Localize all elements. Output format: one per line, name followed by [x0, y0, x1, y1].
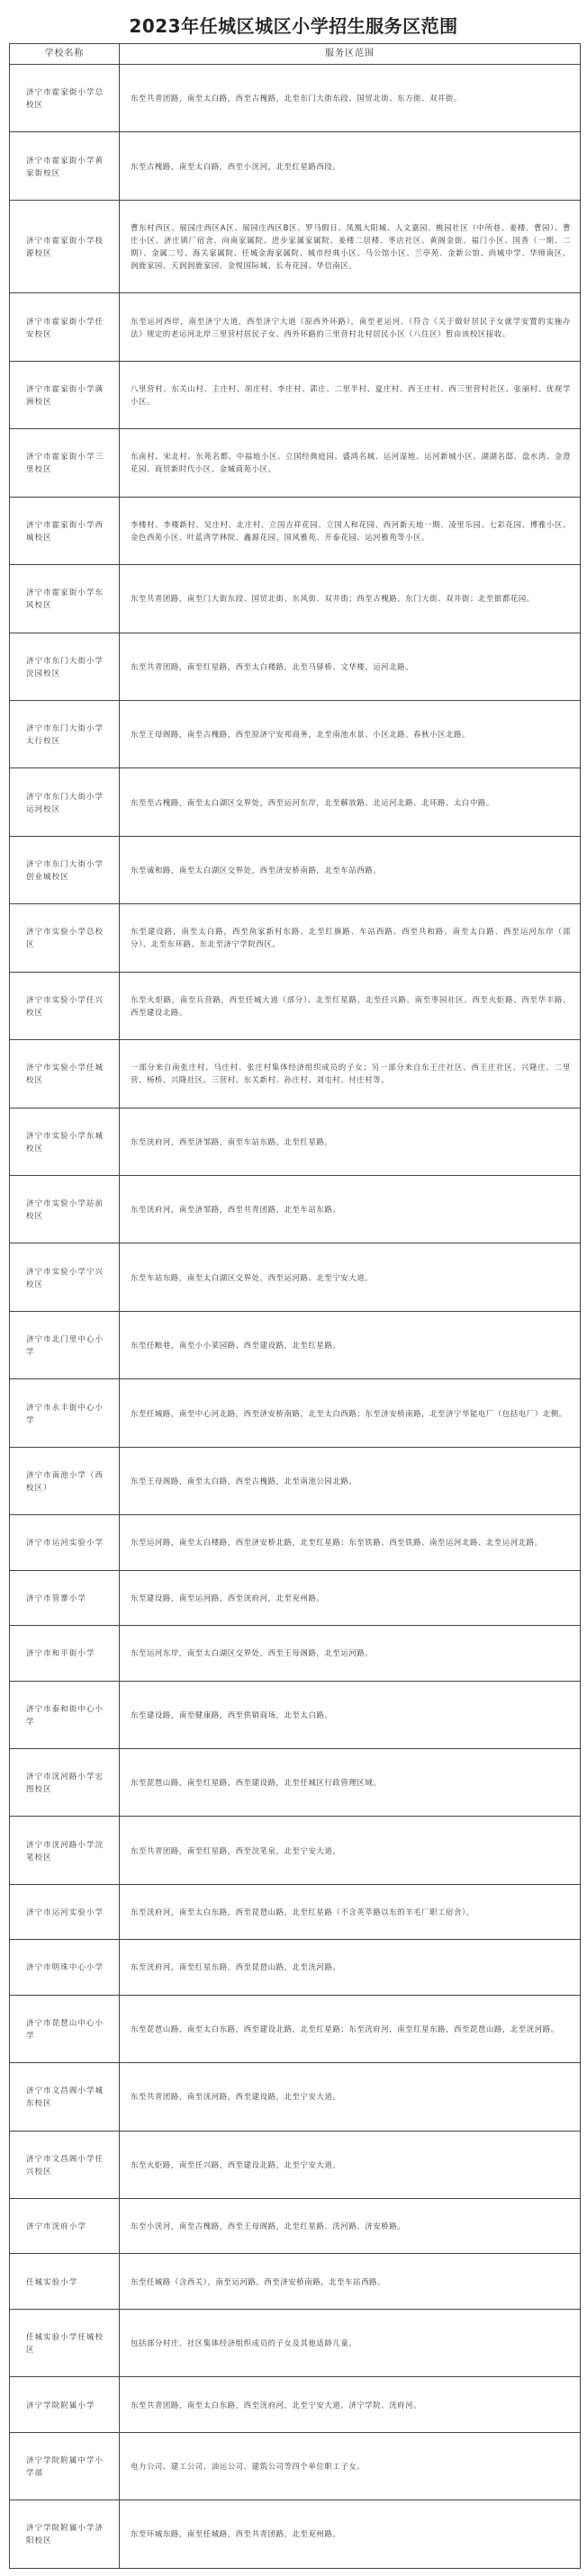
table-row [10, 2432, 581, 2500]
service-range-cell: 李楼村、李楼新村、吴庄村、北庄村、立国吉祥花园、立国人和花园、西河新天地一期、凌里乐园、七彩花园、博雅小区、金色西苑小区、叶蓝湾学林院、鑫源花园、国风雅苑、开泰花园、运河雅苑等小区。 [120, 497, 581, 564]
table-row [10, 293, 581, 361]
table-body [10, 65, 581, 2569]
school-name-cell: 济宁市洸河路小学宏图校区 [10, 1748, 120, 1816]
table-row [10, 2131, 581, 2198]
table-row [10, 65, 581, 132]
school-name-cell: 济宁市实验小学站前校区 [10, 1176, 120, 1243]
school-name-cell: 济宁市霍家街小学满洲校区 [10, 361, 120, 428]
school-name-cell: 济宁市管寨小学 [10, 1570, 120, 1625]
service-range-cell: 东至共青团路，南至红星路，西至太白楼路，北至马驿桥、文华楼、运河北路。 [120, 633, 581, 700]
school-name-cell: 济宁市琵琶山中心小学 [10, 1995, 120, 2062]
service-range-cell: 八里营村、东关山村、主庄村、胡庄村、李庄村、郭庄、二里半村、夏庄村、西王庄村、西三里营村社区、张丽村、优视学小区。 [120, 361, 581, 428]
table-row [10, 1884, 581, 1939]
school-name-cell: 济宁市霍家街小学东风校区 [10, 565, 120, 633]
school-name-cell: 济宁市霍家街小学任安校区 [10, 293, 120, 361]
school-name-cell: 济宁市泰和街中心小学 [10, 1681, 120, 1748]
school-name-cell: 济宁学院附属小学 [10, 2377, 120, 2432]
table-row [10, 1311, 581, 1378]
table-row [10, 972, 581, 1039]
school-name-cell: 济宁市东门大街小学创业城校区 [10, 836, 120, 903]
page-title: 2023年任城区城区小学招生服务区范围 [129, 15, 458, 37]
school-name-cell: 济宁市洸河路小学浣笔校区 [10, 1817, 120, 1884]
header-range: 服务区范围 [120, 44, 581, 65]
table-row [10, 1995, 581, 2062]
table-row [10, 1570, 581, 1625]
service-range-cell: 东至运河西岸，南至济宁大道，西至济宁大道（原西外环路），南至老运河、（符合《关于做好居民子女就学安置的实施办法》规定的老运河北岸三里营村居民子女、西外环路的三里营村北村居民小区（八住区）暂由该校区接收。 [120, 293, 581, 361]
service-range-cell: 东至至古槐路，南至太白湖区交界处，西至运河东岸，北至解放路、北运河北路、北环路、太白中路。 [120, 768, 581, 836]
service-range-cell: 东至洸府河，南至济邹路，西至共青团路，北至车站东路。 [120, 1176, 581, 1243]
service-range-cell: 东至运河路，南至太白楼路，西至济安桥北路，北至红星路；东至铁路、西至铁路、南至运河北路、北至运河北路。 [120, 1515, 581, 1570]
table-row [10, 2377, 581, 2432]
service-range-cell: 东至车站东路，南至太白湖区交界处，西至运河路、北至宁安大道。 [120, 1243, 581, 1311]
school-name-cell: 济宁市实验小学任城校区 [10, 1040, 120, 1108]
school-name-cell: 济宁市霍家街小学西城校区 [10, 497, 120, 564]
table-row [10, 1379, 581, 1447]
service-range-cell: 东至建设路，南至健康路，西至供销商场，北至太白路。 [120, 1681, 581, 1748]
school-name-cell: 济宁市霍家街小学三里校区 [10, 429, 120, 497]
table-row [10, 1940, 581, 1995]
table-row [10, 1447, 581, 1514]
service-range-cell: 东至火炬路，南至任兴路，西至建设北路，北至宁安大道。 [120, 2131, 581, 2198]
service-range-cell: 东至共青团路，南至洸河路，西至建设路，北至宁安大道。 [120, 2063, 581, 2131]
service-range-cell: 东至古槐路，南至太白路，西至小洸河，北至红星路西段。 [120, 132, 581, 200]
school-name-cell: 济宁学院附属中学小学部 [10, 2432, 120, 2500]
table-row [10, 1040, 581, 1108]
service-range-cell: 东至琵琶山路，南至红星路，西至建设路，北至任城区行政管理区域。 [120, 1748, 581, 1816]
service-range-cell: 东至任粮巷，南至小小菜园路、西至建设路，北至红星路。 [120, 1311, 581, 1378]
service-range-cell: 东南村、宋北村、东苑名都、中福地小区、立国经典庭园、盛鸿名城、运河湿地、运河新城小区、湖湖名邸、盘水湾、金澄花园、商贸新时代小区、金城商苑小区。 [120, 429, 581, 497]
table-row [10, 2309, 581, 2376]
service-range-cell: 东至建设路，南至太白路，西至鱼家新村东路、北至红旗路、车站西路、西至共和路、南至太白路、西至运河东岸（部分）、北至东环路、东北至济宁学院西区。 [120, 904, 581, 972]
service-range-cell: 东至共青团路，南至红星路，西至浣笔泉，北至宁安大道。 [120, 1817, 581, 1884]
table-row [10, 132, 581, 200]
service-range-cell: 东至王母阁路，南至古槐路，西至原济宁安邦商务，北至南池水景、小区北路、春秋小区北路。 [120, 700, 581, 767]
school-name-cell: 济宁市文昌阁小学任兴校区 [10, 2131, 120, 2198]
school-name-cell: 济宁市明珠中心小学 [10, 1940, 120, 1995]
school-name-cell: 济宁市实验小学宁兴校区 [10, 1243, 120, 1311]
table-row [10, 1626, 581, 1681]
service-range-cell: 东至任城路，南至中心河北路，西至济安桥南路，北至太白西路；东至济安桥南路，北至济宁华能电厂（包括电厂）北侧。 [120, 1379, 581, 1447]
table-row [10, 836, 581, 903]
school-name-cell: 济宁市运河实验小学 [10, 1515, 120, 1570]
school-name-cell: 济宁市实验小学东城校区 [10, 1108, 120, 1175]
service-range-cell: 东至建设路，南至运河路，西至洸府河，北至兖州路。 [120, 1570, 581, 1625]
school-name-cell: 任城实验小学 [10, 2254, 120, 2309]
table-row [10, 2500, 581, 2568]
school-name-cell: 济宁市东门大街小学太行校区 [10, 700, 120, 767]
table-row [10, 2254, 581, 2309]
service-range-cell: 东至运河东岸，南至太白湖区交界处，西至王母阁路，北至运河路。 [120, 1626, 581, 1681]
service-range-cell: 一部分来自南张庄村、马庄村、张庄村集体经济组织成员的子女；另一部分来自东王庄社区、西王庄社区、兴隆庄、二里营、杨桥、兴隆社区、三营村、东关新村、孙庄村、刘屯村、付庄村等。 [120, 1040, 581, 1108]
table-row [10, 904, 581, 972]
school-name-cell: 济宁市实验小学总校区 [10, 904, 120, 972]
service-range-cell: 东至诚和路，南至太白湖区交界处，西至济安桥南路，北至车站西路。 [120, 836, 581, 903]
table-row [10, 2063, 581, 2131]
table-row [10, 497, 581, 564]
school-name-cell: 济宁学院附属小学济阳校区 [10, 2500, 120, 2568]
school-name-cell: 济宁市南池小学（西校区） [10, 1447, 120, 1514]
service-range-cell: 东至火炬路，南至兵营路，西至任城大道（部分）、北至红星路、北至任兴路、南至枣园社区、西至火炬路、西至华丰路、西至建设北路。 [120, 972, 581, 1039]
service-range-cell: 东至共青团路，南至门大街东段、国贸北街、东风街、双井街；西至古槐路、东门大街、双井街；北至银都花园。 [120, 565, 581, 633]
table-row [10, 200, 581, 292]
table-row [10, 1108, 581, 1175]
school-name-cell: 济宁市霍家街小学总校区 [10, 65, 120, 132]
service-range-cell: 东至环城东路，南至任城路，西至共青团路，北至兖州路。 [120, 2500, 581, 2568]
school-name-cell: 济宁市运河实验小学 [10, 1884, 120, 1939]
service-range-cell: 东至王母阁路，南至太白路，西至古槐路，北至南池公园北路。 [120, 1447, 581, 1514]
service-range-cell: 东至洸府河，西至济邹路，南至车站东路，北至红星路。 [120, 1108, 581, 1175]
header-school: 学校名称 [10, 44, 120, 65]
service-area-table [9, 43, 581, 2569]
school-name-cell: 济宁市和平街小学 [10, 1626, 120, 1681]
school-name-cell: 济宁市北门里中心小学 [10, 1311, 120, 1378]
table-row [10, 1681, 581, 1748]
service-range-cell: 电力公司、建工公司、油运公司、建筑公司等四个单位职工子女。 [120, 2432, 581, 2500]
table-row [10, 2199, 581, 2254]
service-range-cell: 东至小洸河，南至古槐路，西至王母阁路，北至红星路、洸河路、济安桥路。 [120, 2199, 581, 2254]
table-row [10, 361, 581, 428]
table-row [10, 1748, 581, 1816]
school-name-cell: 济宁市霍家街小学枝源校区 [10, 200, 120, 292]
service-range-cell: 东至共青团路，南至太白东路，西至洸府河，北至宁安大道、济宁学院、洸府河。 [120, 2377, 581, 2432]
school-name-cell: 济宁市永丰街中心小学 [10, 1379, 120, 1447]
school-name-cell: 济宁市洸府小学 [10, 2199, 120, 2254]
table-row [10, 1817, 581, 1884]
table-row [10, 768, 581, 836]
table-row [10, 565, 581, 633]
school-name-cell: 济宁市东门大街小学浣园校区 [10, 633, 120, 700]
service-range-cell: 东至琵琶山路，南至太白东路，西至建设北路，北至红星路；东至洸府河，南至红星东路，西至琵琶山路，北至洸河路。 [120, 1995, 581, 2062]
school-name-cell: 济宁市霍家街小学黄家街校区 [10, 132, 120, 200]
table-row [10, 429, 581, 497]
service-range-cell: 曹东村西区、展园庄西区A区、展园庄西区B区、罗马假日、凤凰大阳城、人文嘉园、桃园社区（中所巷、姜楼、曹园）、曹庄小区、济庄镇厂宿舍、向南家属院、进步家属家属院、姜楼二居楼、枣店社区、黄阁金街、福门小区、国香（一期、二期）、金属二号、海关家属院、任城金海家属院、城市经典小区、马公馆小区、兰亭苑、金新公馆、尚城中学、华师南区、润鹿家园、天润润鹿家园、金悦国际城、长寿花园、华信南区。 [120, 200, 581, 292]
table-row [10, 633, 581, 700]
service-range-cell: 东至共青团路，南至太白路，西至古槐路，北至东门大街东段、国贸北街、东方街、双井街。 [120, 65, 581, 132]
table-row [10, 1243, 581, 1311]
table-row [10, 1515, 581, 1570]
service-range-cell: 包括部分村庄、社区集体经济组织成员的子女及其他适龄儿童。 [120, 2309, 581, 2376]
table-row [10, 700, 581, 767]
table-header-row [10, 44, 581, 65]
school-name-cell: 任城实验小学任城校区 [10, 2309, 120, 2376]
school-name-cell: 济宁市实验小学任兴校区 [10, 972, 120, 1039]
service-range-cell: 东至洸府河，南至太白东路，西至琵琶山路，北至红星路（不含英萃路以东的羊毛厂职工宿舍）。 [120, 1884, 581, 1939]
school-name-cell: 济宁市文昌阁小学城东校区 [10, 2063, 120, 2131]
school-name-cell: 济宁市东门大街小学运河校区 [10, 768, 120, 836]
table-row [10, 1176, 581, 1243]
service-range-cell: 东至任城路（含西关），南至运河路，西至济安桥南路，北至车站西路。 [120, 2254, 581, 2309]
service-range-cell: 东至洸府河，南至红星东路，西至琵琶山路，北至洸河路。 [120, 1940, 581, 1995]
